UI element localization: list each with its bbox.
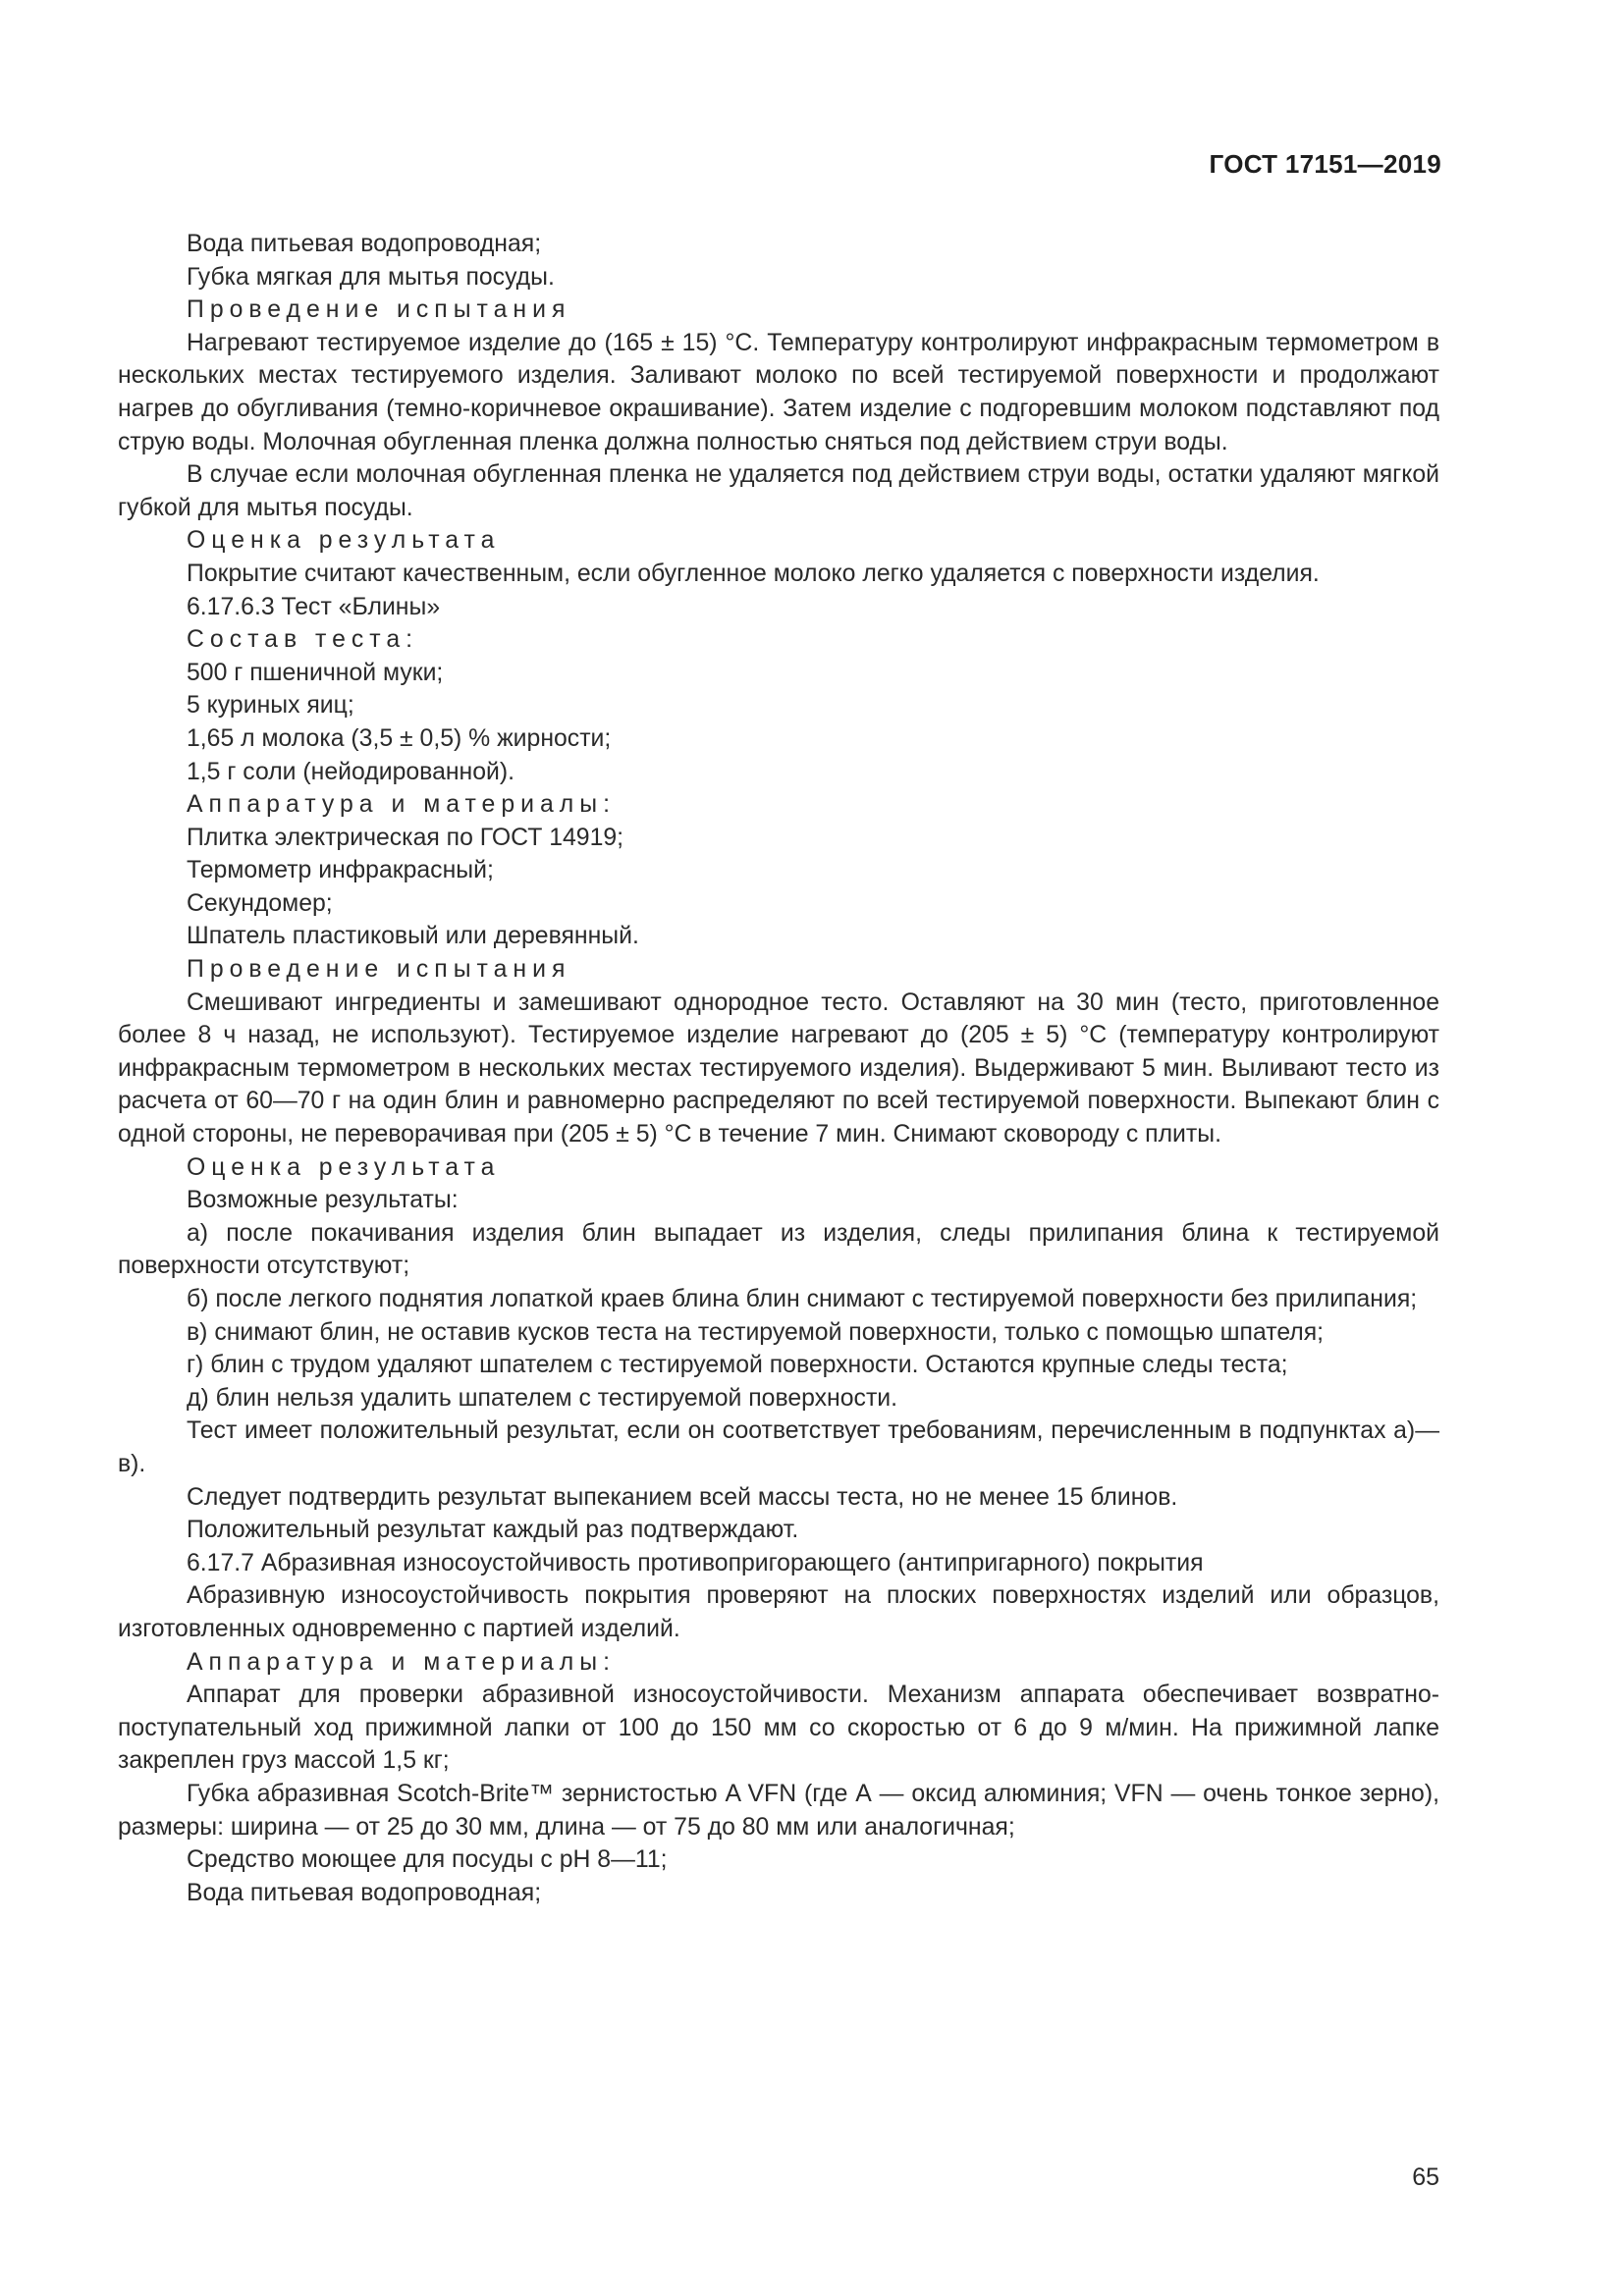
- paragraph: Губка абразивная Scotch-Brite™ зернистостью A VFN (где А — оксид алюминия; VFN — очень тонкое зерно), размеры: ширина — от 25 до 30 мм, длина — от 75 до 80 мм или аналогичная;: [118, 1780, 1439, 1841]
- section-heading: Проведение испытания: [187, 296, 571, 324]
- list-item: б) после легкого поднятия лопаткой краев блина блин снимают с тестируемой поверхности без прилипания;: [187, 1286, 1418, 1312]
- list-item: в) снимают блин, не оставив кусков теста на тестируемой поверхности, только с помощью шпателя;: [187, 1318, 1325, 1346]
- standard-code-header: ГОСТ 17151—2019: [1209, 149, 1441, 179]
- subsection-title: 6.17.7 Абразивная износоустойчивость противопригорающего (антипригарного) покрытия: [187, 1549, 1204, 1576]
- list-item: 5 куриных яиц;: [187, 692, 354, 720]
- paragraph: Положительный результат каждый раз подтверждают.: [187, 1517, 799, 1544]
- list-item: Вода питьевая водопроводная;: [187, 1879, 542, 1906]
- section-heading: Аппаратура и материалы:: [187, 1648, 616, 1676]
- list-item: Плитка электрическая по ГОСТ 14919;: [187, 824, 624, 851]
- paragraph: Нагревают тестируемое изделие до (165 ± 15) °С. Температуру контролируют инфракрасным термометром в нескольких местах тестируемого изделия. Заливают молоко по всей тестируемой поверхности и продолжают нагрев до обугливания (темно-коричневое окрашивание). Затем изделие с подгоревшим молоком подставляют под струю воды. Молочная обугленная пленка должна полностью сняться под действием струи воды.: [118, 329, 1439, 455]
- page-number: 65: [1412, 2163, 1439, 2191]
- document-body: [118, 228, 1439, 1909]
- paragraph: Аппарат для проверки абразивной износоустойчивости. Механизм аппарата обеспечивает возвратно-поступательный ход прижимной лапки от 100 до 150 мм со скоростью от 6 до 9 м/мин. На прижимной лапке закреплен груз массой 1,5 кг;: [118, 1682, 1439, 1775]
- list-item: Термометр инфракрасный;: [187, 857, 494, 884]
- paragraph: Абразивную износоустойчивость покрытия проверяют на плоских поверхностях изделий или образцов, изготовленных одновременно с партией изделий.: [118, 1582, 1439, 1642]
- paragraph: Тест имеет положительный результат, если он соответствует требованиям, перечисленным в подпунктах а)—в).: [118, 1417, 1439, 1477]
- paragraph: Покрытие считают качественным, если обугленное молоко легко удаляется с поверхности изделия.: [187, 560, 1320, 587]
- list-item: 1,5 г соли (нейодированной).: [187, 758, 515, 785]
- paragraph: Вода питьевая водопроводная;: [187, 231, 542, 257]
- paragraph: Губка мягкая для мытья посуды.: [187, 263, 555, 291]
- section-heading: Состав теста:: [187, 626, 419, 654]
- list-item: г) блин с трудом удаляют шпателем с тестируемой поверхности. Остаются крупные следы теста;: [187, 1352, 1288, 1379]
- section-heading: Оценка результата: [187, 1153, 501, 1181]
- section-heading: Аппаратура и материалы:: [187, 791, 616, 819]
- paragraph: В случае если молочная обугленная пленка не удаляется под действием струи воды, остатки удаляют мягкой губкой для мытья посуды.: [118, 461, 1439, 521]
- section-heading: Оценка результата: [187, 527, 501, 555]
- list-item: 500 г пшеничной муки;: [187, 659, 444, 686]
- list-item: а) после покачивания изделия блин выпадает из изделия, следы прилипания блина к тестируемой поверхности отсутствуют;: [118, 1219, 1439, 1280]
- list-item: Средство моющее для посуды с pH 8—11;: [187, 1846, 668, 1874]
- list-item: д) блин нельзя удалить шпателем с тестируемой поверхности.: [187, 1384, 898, 1412]
- subsection-title: 6.17.6.3 Тест «Блины»: [187, 593, 441, 620]
- list-item: Шпатель пластиковый или деревянный.: [187, 923, 639, 950]
- paragraph: Возможные результаты:: [187, 1187, 459, 1214]
- paragraph: Следует подтвердить результат выпеканием всей массы теста, но не менее 15 блинов.: [187, 1483, 1178, 1511]
- list-item: Секундомер;: [187, 889, 333, 917]
- list-item: 1,65 л молока (3,5 ± 0,5) % жирности;: [187, 724, 612, 752]
- section-heading: Проведение испытания: [187, 956, 571, 984]
- paragraph: Смешивают ингредиенты и замешивают однородное тесто. Оставляют на 30 мин (тесто, приготовленное более 8 ч назад, не используют). Тестируемое изделие нагревают до (205 ± 5) °С (температуру контролируют инфракрасным термометром в нескольких местах тестируемого изделия). Выдерживают 5 мин. Выливают тесто из расчета от 60—70 г на один блин и равномерно распределяют по всей тестируемой поверхности. Выпекают блин с одной стороны, не переворачивая при (205 ± 5) °С в течение 7 мин. Снимают сковороду с плиты.: [118, 988, 1439, 1148]
